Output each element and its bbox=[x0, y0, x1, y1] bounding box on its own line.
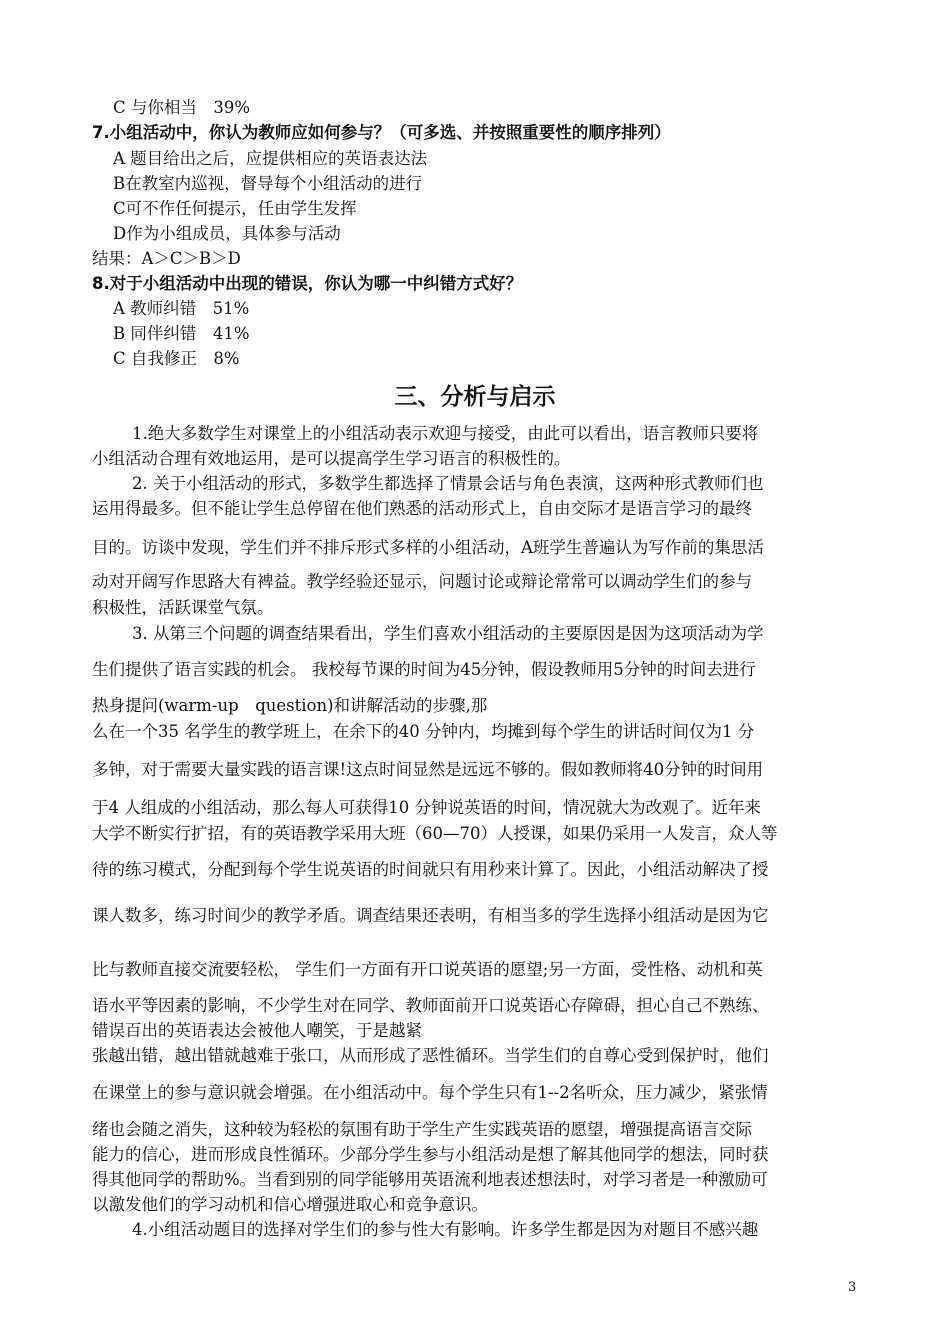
q7-title: 7.小组活动中，你认为教师应如何参与？（可多选、并按照重要性的顺序排列） bbox=[92, 123, 671, 142]
body-line: 1.绝大多数学生对课堂上的小组活动表示欢迎与接受，由此可以看出，语言教师只要将 bbox=[132, 424, 759, 443]
q7-option-a: A 题目给出之后，应提供相应的英语表达法 bbox=[113, 149, 428, 168]
body-line: 比与教师直接交流要轻松， 学生们一方面有开口说英语的愿望;另一方面，受性格、动机和英 bbox=[92, 960, 763, 979]
body-line: 错误百出的英语表达会被他人嘲笑，于是越紧 bbox=[92, 1021, 422, 1040]
q8-option-c: C 自我修正 8% bbox=[113, 349, 240, 368]
body-line: 么在一个35 名学生的教学班上，在余下的40 分钟内，均摊到每个学生的讲话时间仅为1 分 bbox=[92, 722, 755, 741]
body-line: 4.小组活动题目的选择对学生们的参与性大有影响。许多学生都是因为对题目不感兴趣 bbox=[132, 1220, 759, 1239]
body-line: 动对开阔写作思路大有裨益。教学经验还显示，问题讨论或辩论常常可以调动学生们的参与 bbox=[92, 572, 752, 591]
body-line: 多钟，对于需要大量实践的语言课!这点时间显然是远远不够的。假如教师将40分钟的时间用 bbox=[92, 760, 764, 779]
body-line: 语水平等因素的影响，不少学生对在同学、教师面前开口说英语心存障碍，担心自己不熟练、 bbox=[92, 996, 769, 1015]
q8-title: 8.对于小组活动中出现的错误，你认为哪一中纠错方式好？ bbox=[92, 274, 523, 293]
body-line: 目的。访谈中发现，学生们并不排斥形式多样的小组活动，A班学生普遍认为写作前的集思活 bbox=[92, 538, 764, 557]
page-number: 3 bbox=[848, 1280, 857, 1295]
q7-option-b: B在教室内巡视，督导每个小组活动的进行 bbox=[113, 174, 423, 193]
body-line: 积极性，活跃课堂气氛。 bbox=[92, 598, 274, 617]
body-line: 2. 关于小组活动的形式，多数学生都选择了情景会话与角色表演，这两种形式教师们也 bbox=[132, 474, 764, 493]
q8-option-b: B 同伴纠错 41% bbox=[113, 324, 250, 343]
body-line: 3. 从第三个问题的调查结果看出，学生们喜欢小组活动的主要原因是因为这项活动为学 bbox=[132, 624, 764, 643]
q6-option-c: C 与你相当 39% bbox=[113, 98, 251, 117]
body-line: 大学不断实行扩招，有的英语教学采用大班（60—70）人授课，如果仍采用一人发言，众人等 bbox=[92, 824, 778, 843]
body-line: 课人数多，练习时间少的教学矛盾。调查结果还表明，有相当多的学生选择小组活动是因为它 bbox=[92, 906, 769, 925]
q7-option-d: D作为小组成员，具体参与活动 bbox=[113, 224, 341, 243]
body-line: 张越出错，越出错就越难于张口，从而形成了恶性循环。当学生们的自尊心受到保护时，他们 bbox=[92, 1046, 769, 1065]
section-title: 三、分析与启示 bbox=[394, 384, 556, 410]
body-line: 于4 人组成的小组活动，那么每人可获得10 分钟说英语的时间，情况就大为改观了。近年来 bbox=[92, 798, 761, 817]
body-line: 得其他同学的帮助%。当看到别的同学能够用英语流利地表述想法时，对学习者是一种激励可 bbox=[92, 1170, 768, 1189]
body-line: 热身提问(warm-up question)和讲解活动的步骤,那 bbox=[92, 696, 488, 715]
body-line: 绪也会随之消失，这种较为轻松的氛围有助于学生产生实践英语的愿望，增强提高语言交际 bbox=[92, 1120, 752, 1139]
body-line: 运用得最多。但不能让学生总停留在他们熟悉的活动形式上，自由交际才是语言学习的最终 bbox=[92, 499, 752, 518]
body-line: 小组活动合理有效地运用，是可以提高学生学习语言的积极性的。 bbox=[92, 449, 571, 468]
q7-option-c: C可不作任何提示，任由学生发挥 bbox=[113, 199, 357, 218]
body-line: 待的练习模式，分配到每个学生说英语的时间就只有用秒来计算了。因此，小组活动解决了授 bbox=[92, 860, 769, 879]
body-line: 生们提供了语言实践的机会。 我校每节课的时间为45分钟，假设教师用5分钟的时间去进行 bbox=[92, 660, 756, 679]
q8-option-a: A 教师纠错 51% bbox=[113, 299, 250, 318]
body-line: 在课堂上的参与意识就会增强。在小组活动中。每个学生只有1--2名听众，压力减少，紧张情 bbox=[92, 1083, 768, 1102]
body-line: 以激发他们的学习动机和信心增强进取心和竞争意识。 bbox=[92, 1195, 488, 1214]
q7-result: 结果：A＞C＞B＞D bbox=[92, 249, 241, 268]
body-line: 能力的信心，进而形成良性循环。少部分学生参与小组活动是想了解其他同学的想法，同时获 bbox=[92, 1145, 769, 1164]
